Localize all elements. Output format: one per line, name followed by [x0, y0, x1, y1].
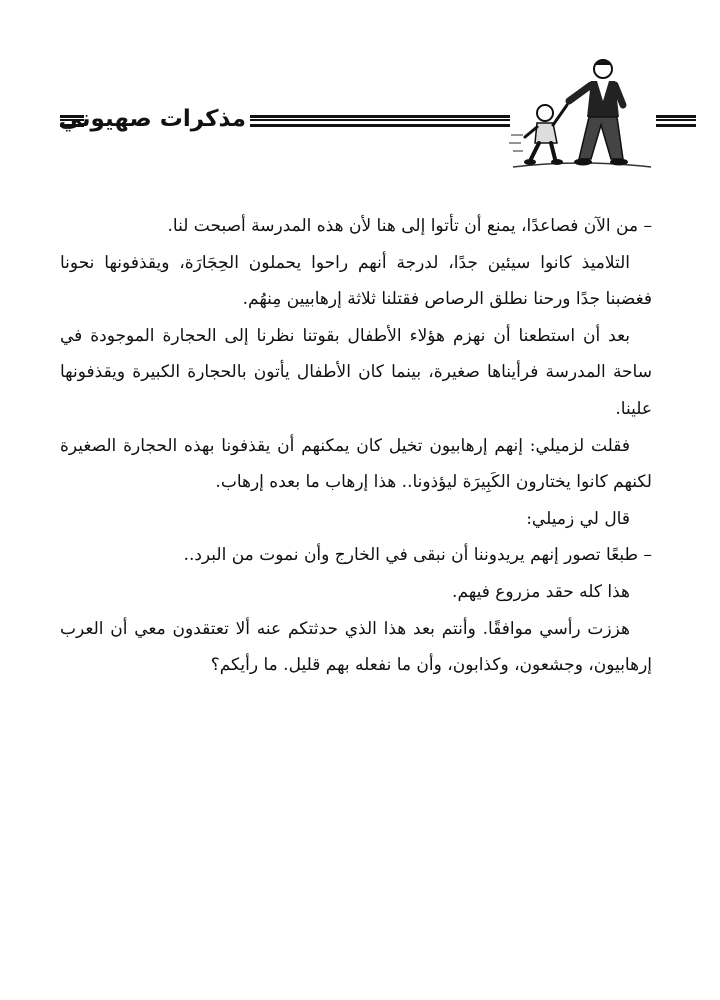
header-rule-right: [656, 115, 696, 127]
paragraph-5: قال لي زميلي:: [526, 508, 630, 529]
paragraph-4: فقلت لزميلي: إنهم إرهابيون تخيل كان يمكنهم أن يقذفونا بهذه الحجارة الصغيرة لكنهم كانوا يختارون الكَبِيرَة ليؤذونا.. هذا إرهاب ما بعده إرهاب.: [60, 435, 652, 493]
paragraph-2: التلاميذ كانوا سيئين جدًا، لدرجة أنهم راحوا يحملون الحِجَارَة، ويقذفونها نحونا فغضبنا جدًا ورحنا نطلق الرصاص فقتلنا ثلاثة إرهابيين مِنهُم.: [60, 252, 652, 310]
chapter-header: [0, 55, 720, 175]
body-text: [60, 208, 652, 684]
man-and-child-illustration: [505, 55, 655, 175]
paragraph-8: هززت رأسي موافقًا. وأنتم بعد هذا الذي حدثتكم عنه ألا تعتقدون معي أن العرب إرهابيون، وجشعون، وكذابون، وأن ما نفعله بهم قليل. ما رأيكم؟: [60, 618, 652, 676]
header-rule-middle: [250, 115, 510, 127]
chapter-title: مذكرات صهيوني: [58, 106, 246, 132]
paragraph-6: – طبعًا تصور إنهم يريدوننا أن نبقى في الخارج وأن نموت من البرد..: [183, 545, 652, 566]
header-rule-left: [60, 115, 84, 127]
paragraph-7: هذا كله حقد مزروع فيهم.: [452, 581, 630, 602]
paragraph-1: – من الآن فصاعدًا، يمنع أن تأتوا إلى هنا لأن هذه المدرسة أصبحت لنا.: [167, 216, 652, 236]
paragraph-3: بعد أن استطعنا أن نهزم هؤلاء الأطفال بقوتنا نظرنا إلى الحجارة الموجودة في ساحة المدرسة فرأيناها صغيرة، بينما كان الأطفال يأتون بالحجارة الكبيرة ويقذفونها علينا.: [60, 325, 652, 419]
